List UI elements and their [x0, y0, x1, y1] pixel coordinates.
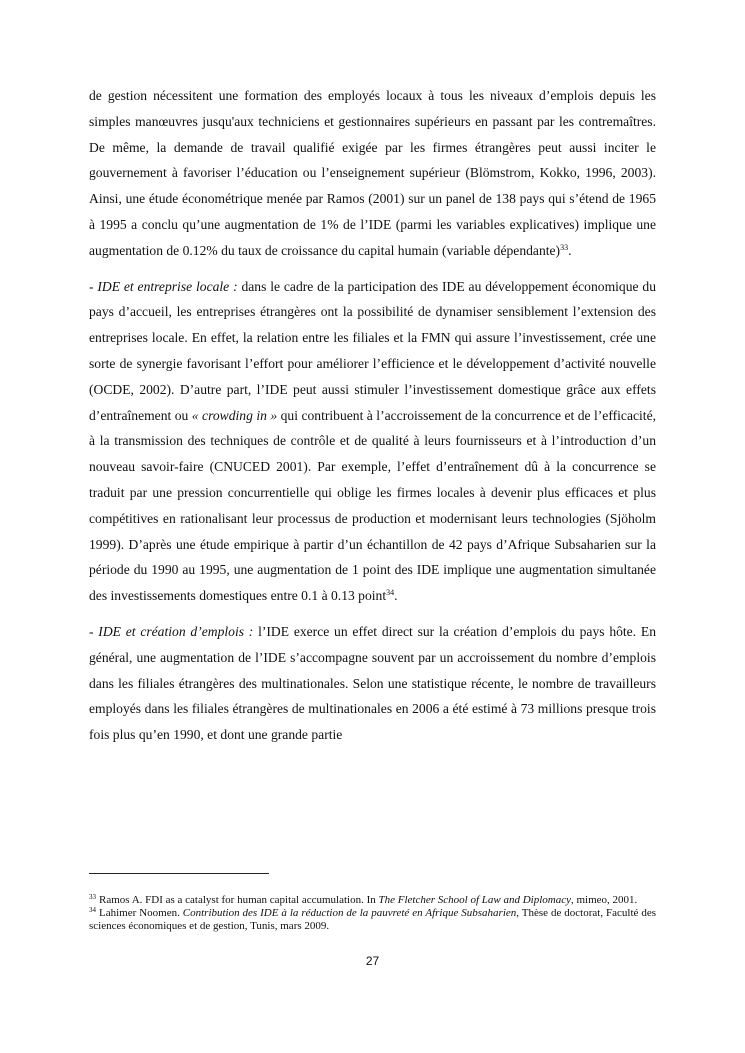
footnote-number: 34 — [89, 906, 96, 915]
section-heading-employment: - IDE et création d’emplois : — [89, 623, 254, 639]
footnote-number: 33 — [89, 893, 96, 901]
footnote-text: , mimeo, 2001. — [571, 894, 638, 906]
page-body — [89, 83, 656, 748]
footnote-separator — [89, 873, 269, 874]
page-number: 27 — [365, 954, 380, 968]
paragraph-text: qui contribuent à l’accroissement de la concurrence et de l’efficacité, à la transmission des techniques de contrôle et de qualité à leurs fournisseurs et à l’introduction d’un nouveau savoir-faire (CNUCED 2001). Par exemple, l’effet d’entraînement dû à la concurrence se traduit par une pression concurrentielle qui oblige les firmes locales à devenir plus efficaces et plus compétitives en rationalisant leur processus de production et modernisant leurs technologies (Sjöholm 1999). D’après une étude empirique à partir d’un échantillon de 42 pays d’Afrique Subsaharien sur la période du 1990 au 1995, une augmentation de 1 point des IDE implique une augmentation simultanée des investissements domestiques entre 0.1 à 0.13 point — [89, 407, 657, 604]
footnote-title: The Fletcher School of Law and Diplomacy — [378, 894, 571, 906]
paragraph-end: . — [568, 242, 572, 258]
footnote-text: Ramos A. FDI as a catalyst for human capital accumulation. In — [99, 894, 379, 906]
footnote-ref-33[interactable]: 33 — [560, 242, 569, 252]
paragraph-human-capital — [89, 83, 656, 264]
paragraph-text: l’IDE exerce un effet direct sur la création d’emplois du pays hôte. En général, une augmentation de l’IDE s’accompagne souvent par un accroissement du nombre d’emplois dans les filiales étrangères des multinationales. Selon une statistique récente, le nombre de travailleurs employés dans les filiales étrangères de multinationales en 2006 a été estimé à 73 millions presque trois fois plus qu’en 1990, et dont une grande partie — [89, 623, 656, 743]
crowding-in-quote: « crowding in » — [191, 407, 278, 423]
footnote-title: Contribution des IDE à la réduction de la pauvreté en Afrique Subsaharien — [182, 907, 517, 920]
paragraph-text: dans le cadre de la participation des IDE au développement économique du pays d’accueil, les entreprises étrangères ont la possibilité de dynamiser sensiblement l’extension des entreprises locale. En effet, la relation entre les filiales et la FMN qui assure l’investissement, crée une sorte de synergie favorisant l’effort pour améliorer l’efficience et le développement d’activité nouvelle (OCDE, 2002). D’autre part, l’IDE peut aussi stimuler l’investissement domestique grâce aux effets d’entraînement ou — [89, 278, 656, 423]
paragraph-text: de gestion nécessitent une formation des employés locaux à tous les niveaux d’emplois depuis les simples manœuvres jusqu'aux techniciens et gestionnaires supérieurs en passant par les contremaîtres. De même, la demande de travail qualifié exigée par les firmes étrangères peut aussi inciter le gouvernement à favoriser l’éducation ou l’enseignement supérieur (Blömstrom, Kokko, 1996, 2003). Ainsi, une étude économétrique menée par Ramos (2001) sur un panel de 138 pays qui s’étend de 1965 à 1995 a conclu qu’une augmentation de 1% de l’IDE (parmi les variables explicatives) implique une augmentation de 0.12% du taux de croissance du capital humain (variable dépendante) — [89, 88, 656, 258]
footnote-text: Lahimer Noomen. — [99, 907, 183, 920]
paragraph-end: . — [394, 588, 398, 604]
section-heading-local-enterprise: - IDE et entreprise locale : — [89, 278, 238, 294]
footnotes — [89, 894, 656, 934]
footnote-34 — [89, 907, 656, 933]
paragraph-local-enterprise — [89, 274, 656, 609]
footnote-text: , Thèse de doctorat, Faculté des sciences économiques et de gestion, Tunis, mars 2009. — [89, 907, 656, 933]
footnote-33 — [89, 894, 656, 907]
footnote-ref-34[interactable]: 34 — [386, 588, 395, 598]
paragraph-employment — [89, 619, 656, 748]
